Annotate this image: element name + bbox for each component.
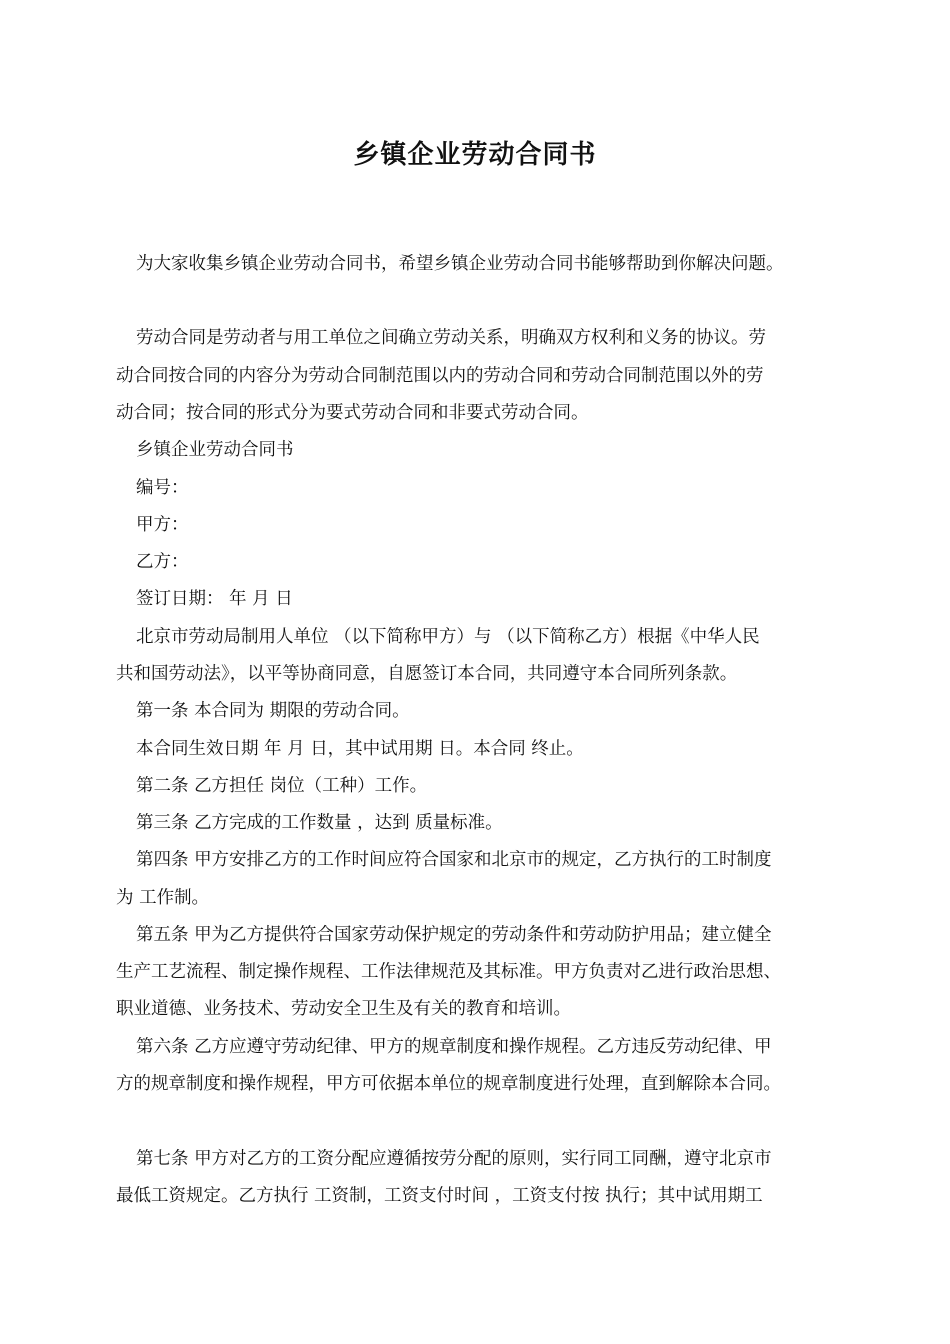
field-party-a: 甲方： xyxy=(136,515,189,535)
article-7-line-2: 最低工资规定。乙方执行 工资制，工资支付时间 ，工资支付按 执行；其中试用期工 xyxy=(116,1186,763,1206)
document-title: 乡镇企业劳动合同书 xyxy=(353,140,597,170)
article-7-line-1: 第七条 甲方对乙方的工资分配应遵循按劳分配的原则，实行同工同酬，遵守北京市 xyxy=(136,1149,772,1169)
article-4-line-1: 第四条 甲方安排乙方的工作时间应符合国家和北京市的规定，乙方执行的工时制度 xyxy=(136,850,772,870)
article-1-effective-date: 本合同生效日期 年 月 日，其中试用期 日。本合同 终止。 xyxy=(136,739,584,759)
definition-line-3: 动合同；按合同的形式分为要式劳动合同和非要式劳动合同。 xyxy=(116,403,589,423)
article-6-line-2: 方的规章制度和操作规程，甲方可依据本单位的规章制度进行处理，直到解除本合同。 xyxy=(116,1074,781,1094)
article-3: 第三条 乙方完成的工作数量 ，达到 质量标准。 xyxy=(136,813,503,833)
article-4-line-2: 为 工作制。 xyxy=(116,888,210,908)
article-1: 第一条 本合同为 期限的劳动合同。 xyxy=(136,701,410,721)
field-sign-date: 签订日期： 年 月 日 xyxy=(136,589,293,609)
article-2: 第二条 乙方担任 岗位（工种）工作。 xyxy=(136,776,428,796)
article-5-line-1: 第五条 甲为乙方提供符合国家劳动保护规定的劳动条件和劳动防护用品；建立健全 xyxy=(136,925,772,945)
definition-line-2: 动合同按合同的内容分为劳动合同制范围以内的劳动合同和劳动合同制范围以外的劳 xyxy=(116,366,764,386)
article-5-line-2: 生产工艺流程、制定操作规程、工作法律规范及其标准。甲方负责对乙进行政治思想、 xyxy=(116,962,781,982)
article-5-line-3: 职业道德、业务技术、劳动安全卫生及有关的教育和培训。 xyxy=(116,999,571,1019)
definition-line-1: 劳动合同是劳动者与用工单位之间确立劳动关系，明确双方权利和义务的协议。劳 xyxy=(136,328,766,348)
preamble-line-2: 共和国劳动法》，以平等协商同意，自愿签订本合同，共同遵守本合同所列条款。 xyxy=(116,664,738,684)
article-6-line-1: 第六条 乙方应遵守劳动纪律、甲方的规章制度和操作规程。乙方违反劳动纪律、甲 xyxy=(136,1037,772,1057)
field-party-b: 乙方： xyxy=(136,552,189,572)
contract-heading: 乡镇企业劳动合同书 xyxy=(136,440,294,460)
preamble-line-1: 北京市劳动局制用人单位 （以下简称甲方）与 （以下简称乙方）根据《中华人民 xyxy=(136,627,760,647)
field-number: 编号： xyxy=(136,478,189,498)
intro-paragraph: 为大家收集乡镇企业劳动合同书，希望乡镇企业劳动合同书能够帮助到你解决问题。 xyxy=(136,254,784,274)
